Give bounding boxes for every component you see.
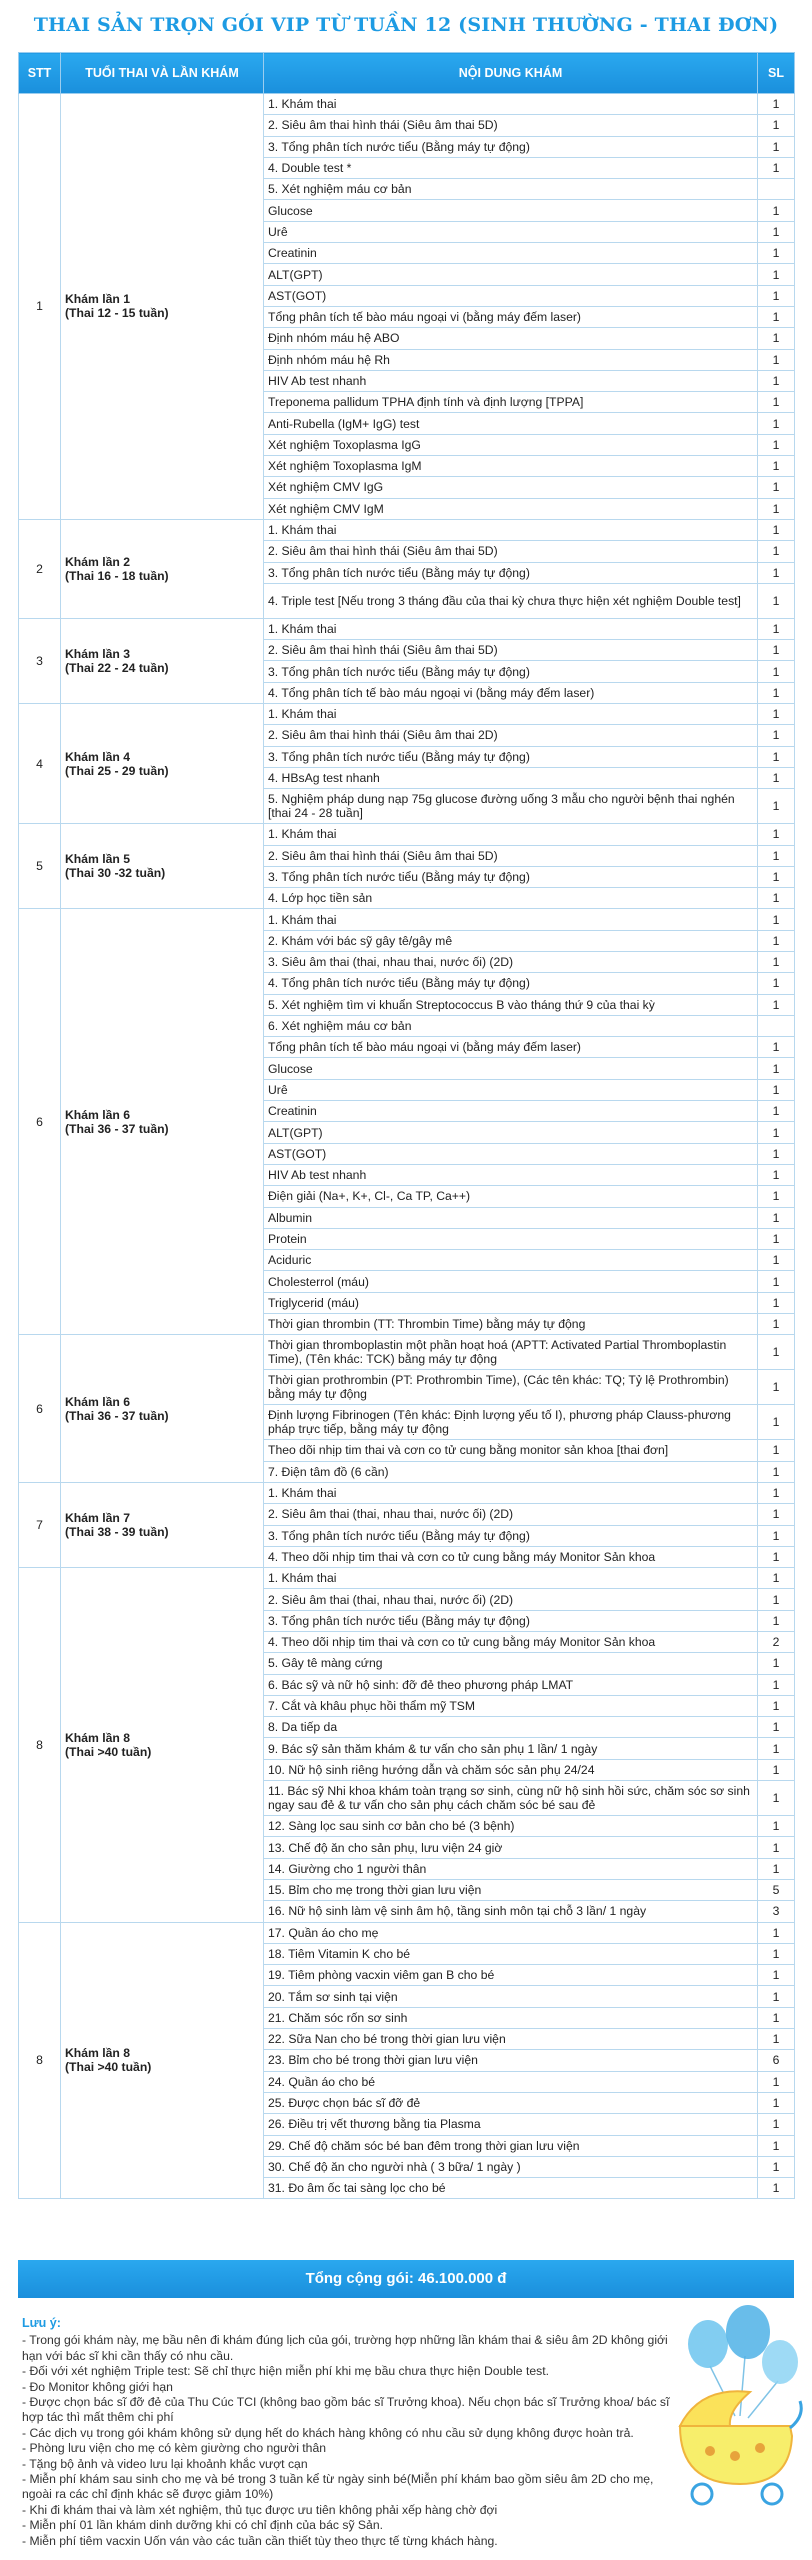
exam-item: 29. Chế độ chăm sóc bé ban đêm trong thời gian lưu viện: [264, 2135, 758, 2156]
exam-item: 5. Xét nghiệm máu cơ bản: [264, 179, 758, 200]
exam-qty: 1: [758, 640, 795, 661]
notes-label: Lưu ý:: [22, 2316, 61, 2330]
exam-item: 18. Tiêm Vitamin K cho bé: [264, 1943, 758, 1964]
stt-cell: 6: [19, 1335, 61, 1483]
visit-cell: [61, 1335, 264, 1483]
exam-item: 23. Bỉm cho bé trong thời gian lưu viện: [264, 2050, 758, 2071]
exam-item: 26. Điều trị vết thương bằng tia Plasma: [264, 2114, 758, 2135]
exam-qty: 1: [758, 1858, 795, 1879]
exam-qty: 1: [758, 1058, 795, 1079]
exam-item: Aciduric: [264, 1250, 758, 1271]
exam-qty: 1: [758, 477, 795, 498]
exam-item: Glucose: [264, 200, 758, 221]
table-row: [19, 704, 795, 725]
exam-qty: 1: [758, 704, 795, 725]
exam-qty: 1: [758, 1370, 795, 1405]
table-header-row: [19, 53, 795, 94]
exam-item: Albumin: [264, 1207, 758, 1228]
visit-weeks: (Thai 25 - 29 tuần): [65, 763, 169, 778]
exam-qty: 1: [758, 1228, 795, 1249]
exam-qty: 1: [758, 1440, 795, 1461]
exam-item: 13. Chế độ ăn cho sản phụ, lưu viện 24 giờ: [264, 1837, 758, 1858]
exam-item: Thời gian thrombin (TT: Thrombin Time) bằng máy tự động: [264, 1314, 758, 1335]
note-item: - Đo Monitor không giới hạn: [22, 2379, 173, 2394]
exam-qty: 5: [758, 1879, 795, 1900]
exam-qty: 1: [758, 2135, 795, 2156]
exam-item: 7. Điện tâm đồ (6 cần): [264, 1461, 758, 1482]
stt-cell: 1: [19, 94, 61, 520]
exam-qty: 1: [758, 746, 795, 767]
exam-qty: 1: [758, 243, 795, 264]
exam-qty: 1: [758, 1653, 795, 1674]
exam-qty: 1: [758, 767, 795, 788]
exam-qty: 1: [758, 519, 795, 540]
exam-item: 1. Khám thai: [264, 519, 758, 540]
exam-item: Urê: [264, 1079, 758, 1100]
stt-cell: 7: [19, 1482, 61, 1567]
stt-cell: 2: [19, 519, 61, 618]
exam-qty: 1: [758, 1589, 795, 1610]
exam-qty: 1: [758, 1986, 795, 2007]
exam-qty: 1: [758, 973, 795, 994]
exam-qty: 1: [758, 413, 795, 434]
exam-item: 3. Tổng phân tích nước tiểu (Bằng máy tự động): [264, 866, 758, 887]
exam-qty: 1: [758, 951, 795, 972]
note-item: - Tặng bộ ảnh và video lưu lại khoảnh khắc vượt cạn: [22, 2456, 308, 2471]
visit-cell: [61, 618, 264, 703]
exam-item: 6. Xét nghiệm máu cơ bản: [264, 1015, 758, 1036]
exam-item: 1. Khám thai: [264, 1482, 758, 1503]
exam-qty: 1: [758, 1922, 795, 1943]
visit-label: Khám lần 1: [65, 292, 131, 307]
notes-section: [22, 2316, 672, 2549]
visit-weeks: (Thai >40 tuần): [65, 1744, 152, 1759]
exam-qty: 1: [758, 888, 795, 909]
exam-item: 2. Siêu âm thai (thai, nhau thai, nước ối) (2D): [264, 1504, 758, 1525]
exam-item: Định lượng Fibrinogen (Tên khác: Định lượng yếu tố I), phương pháp Clauss-phương pháp trực tiếp, bằng máy tự động: [264, 1405, 758, 1440]
exam-qty: 1: [758, 1122, 795, 1143]
exam-qty: 1: [758, 1079, 795, 1100]
exam-item: 16. Nữ hộ sinh làm vệ sinh âm hộ, tầng sinh môn tại chỗ 3 lần/ 1 ngày: [264, 1901, 758, 1922]
exam-item: 30. Chế độ ăn cho người nhà ( 3 bữa/ 1 ngày ): [264, 2156, 758, 2177]
exam-qty: 1: [758, 392, 795, 413]
exam-item: Định nhóm máu hệ Rh: [264, 349, 758, 370]
exam-qty: 1: [758, 221, 795, 242]
exam-qty: 1: [758, 2178, 795, 2199]
exam-qty: 1: [758, 824, 795, 845]
visit-label: Khám lần 4: [65, 749, 131, 764]
stt-cell: 6: [19, 909, 61, 1335]
visit-weeks: (Thai 36 - 37 tuần): [65, 1408, 169, 1423]
exam-item: 4. Tổng phân tích tế bào máu ngoại vi (bằng máy đếm laser): [264, 682, 758, 703]
visit-weeks: (Thai 30 -32 tuần): [65, 866, 166, 881]
exam-qty: 1: [758, 1717, 795, 1738]
visit-cell: [61, 519, 264, 618]
exam-item: AST(GOT): [264, 285, 758, 306]
exam-item: Tổng phân tích tế bào máu ngoại vi (bằng máy đếm laser): [264, 306, 758, 327]
note-item: - Các dịch vụ trong gói khám không sử dụng hết do khách hàng không có nhu cầu sử dụng không được hoàn trả.: [22, 2425, 634, 2440]
visit-label: Khám lần 3: [65, 646, 131, 661]
exam-item: 4. Lớp học tiền sản: [264, 888, 758, 909]
exam-qty: 1: [758, 2156, 795, 2177]
visit-weeks: (Thai 36 - 37 tuần): [65, 1121, 169, 1136]
exam-qty: 1: [758, 1965, 795, 1986]
exam-item: ALT(GPT): [264, 264, 758, 285]
exam-item: 1. Khám thai: [264, 618, 758, 639]
exam-item: 3. Tổng phân tích nước tiểu (Bằng máy tự động): [264, 1610, 758, 1631]
exam-qty: 1: [758, 1525, 795, 1546]
exam-item: Cholesterrol (máu): [264, 1271, 758, 1292]
table-row: [19, 1568, 795, 1589]
exam-item: 3. Tổng phân tích nước tiểu (Bằng máy tự động): [264, 746, 758, 767]
exam-qty: 1: [758, 1164, 795, 1185]
exam-qty: 1: [758, 1482, 795, 1503]
exam-qty: 2: [758, 1632, 795, 1653]
exam-item: 2. Siêu âm thai hình thái (Siêu âm thai 5D): [264, 115, 758, 136]
visit-weeks: (Thai 16 - 18 tuần): [65, 568, 169, 583]
note-item: - Trong gói khám này, mẹ bầu nên đi khám đúng lịch của gói, trường hợp những lần khám thai & siêu âm 2D không giới hạn với bác sĩ khi cần thấy có nhu cầu.: [22, 2333, 668, 2363]
exam-item: 6. Bác sỹ và nữ hộ sinh: đỡ đẻ theo phương pháp LMAT: [264, 1674, 758, 1695]
table-row: [19, 519, 795, 540]
exam-item: 3. Tổng phân tích nước tiểu (Bằng máy tự động): [264, 661, 758, 682]
exam-qty: 1: [758, 1335, 795, 1370]
note-item: - Miễn phí khám sau sinh cho mẹ và bé trong 3 tuần kể từ ngày sinh bé(Miễn phí khám bao gồm siêu âm 2D cho mẹ, ngoài ra các chỉ định khác sẽ được giảm 10%): [22, 2472, 654, 2502]
visit-label: Khám lần 2: [65, 554, 131, 569]
exam-item: 5. Nghiệm pháp dung nạp 75g glucose đường uống 3 mẫu cho người bệnh thai nghén [thai 24 - 28 tuần]: [264, 789, 758, 824]
exam-qty: 3: [758, 1901, 795, 1922]
notes-list: [22, 2333, 672, 2549]
exam-item: 24. Quần áo cho bé: [264, 2071, 758, 2092]
exam-item: 2. Siêu âm thai hình thái (Siêu âm thai 5D): [264, 640, 758, 661]
exam-qty: 1: [758, 264, 795, 285]
exam-qty: 1: [758, 200, 795, 221]
exam-qty: 1: [758, 1143, 795, 1164]
visit-weeks: (Thai >40 tuần): [65, 2060, 152, 2075]
note-item: - Miễn phí tiêm vacxin Uốn ván vào các tuần cần thiết tùy theo thực tế từng khách hàng.: [22, 2533, 498, 2548]
exam-item: 12. Sàng lọc sau sinh cơ bản cho bé (3 bệnh): [264, 1816, 758, 1837]
exam-qty: 1: [758, 1186, 795, 1207]
exam-item: Định nhóm máu hệ ABO: [264, 328, 758, 349]
visit-weeks: (Thai 22 - 24 tuần): [65, 660, 169, 675]
table-body: [19, 94, 795, 2199]
exam-qty: 1: [758, 434, 795, 455]
exam-qty: 1: [758, 1759, 795, 1780]
exam-item: 3. Tổng phân tích nước tiểu (Bằng máy tự động): [264, 562, 758, 583]
exam-item: 10. Nữ hộ sinh riêng hướng dẫn và chăm sóc sản phụ 24/24: [264, 1759, 758, 1780]
exam-item: Protein: [264, 1228, 758, 1249]
exam-qty: 1: [758, 1568, 795, 1589]
exam-item: 9. Bác sỹ sản thăm khám & tư vấn cho sản phụ 1 lần/ 1 ngày: [264, 1738, 758, 1759]
exam-qty: 1: [758, 115, 795, 136]
exam-qty: 1: [758, 930, 795, 951]
exam-item: 14. Giường cho 1 người thân: [264, 1858, 758, 1879]
exam-qty: 1: [758, 370, 795, 391]
exam-item: Glucose: [264, 1058, 758, 1079]
exam-item: Xét nghiệm CMV IgM: [264, 498, 758, 519]
exam-item: HIV Ab test nhanh: [264, 370, 758, 391]
exam-item: 2. Khám với bác sỹ gây tê/gây mê: [264, 930, 758, 951]
stt-cell: 3: [19, 618, 61, 703]
exam-qty: 1: [758, 498, 795, 519]
exam-item: 17. Quần áo cho mẹ: [264, 1922, 758, 1943]
exam-qty: [758, 1015, 795, 1036]
exam-item: Theo dõi nhịp tim thai và cơn co tử cung bằng monitor sản khoa [thai đơn]: [264, 1440, 758, 1461]
note-item: - Đối với xét nghiệm Triple test: Sẽ chỉ thực hiện miễn phí khi mẹ bầu chưa thực hiện Double test.: [22, 2364, 549, 2379]
exam-item: 22. Sữa Nan cho bé trong thời gian lưu viện: [264, 2029, 758, 2050]
visit-label: Khám lần 8: [65, 1730, 131, 1745]
header-content: NỘI DUNG KHÁM: [264, 53, 758, 94]
exam-qty: 1: [758, 1816, 795, 1837]
exam-qty: 1: [758, 1405, 795, 1440]
exam-qty: 1: [758, 1674, 795, 1695]
table-row: [19, 824, 795, 845]
exam-qty: 1: [758, 682, 795, 703]
exam-item: 5. Xét nghiệm tìm vi khuẩn Streptococcus B vào tháng thứ 9 của thai kỳ: [264, 994, 758, 1015]
exam-item: 15. Bỉm cho mẹ trong thời gian lưu viện: [264, 1879, 758, 1900]
table-row: [19, 618, 795, 639]
exam-item: 3. Tổng phân tích nước tiểu (Bằng máy tự động): [264, 1525, 758, 1546]
exam-qty: 1: [758, 562, 795, 583]
exam-item: Creatinin: [264, 243, 758, 264]
visit-weeks: (Thai 12 - 15 tuần): [65, 306, 169, 321]
exam-item: AST(GOT): [264, 1143, 758, 1164]
exam-qty: 1: [758, 1781, 795, 1816]
exam-qty: 1: [758, 306, 795, 327]
exam-qty: 1: [758, 1292, 795, 1313]
exam-item: 11. Bác sỹ Nhi khoa khám toàn trạng sơ sinh, cùng nữ hộ sinh hồi sức, chăm sóc sơ sinh ngay sau đẻ & tư vấn cho sản phụ cách chăm sóc bé sau đẻ: [264, 1781, 758, 1816]
exam-qty: 6: [758, 2050, 795, 2071]
exam-qty: 1: [758, 2007, 795, 2028]
exam-item: 4. Double test *: [264, 157, 758, 178]
exam-qty: 1: [758, 94, 795, 115]
exam-item: 2. Siêu âm thai hình thái (Siêu âm thai 5D): [264, 845, 758, 866]
stt-cell: 8: [19, 1568, 61, 1922]
visit-label: Khám lần 7: [65, 1511, 131, 1526]
visit-label: Khám lần 6: [65, 1107, 131, 1122]
exam-item: 21. Chăm sóc rốn sơ sinh: [264, 2007, 758, 2028]
note-item: - Miễn phí 01 lần khám dinh dưỡng khi có chỉ định của bác sỹ Sản.: [22, 2518, 383, 2533]
exam-qty: 1: [758, 349, 795, 370]
visit-cell: [61, 1482, 264, 1567]
exam-qty: 1: [758, 1504, 795, 1525]
visit-label: Khám lần 5: [65, 852, 131, 867]
total-price-bar: Tổng cộng gói: 46.100.000 đ: [18, 2260, 794, 2298]
visit-weeks: (Thai 38 - 39 tuần): [65, 1525, 169, 1540]
exam-qty: 1: [758, 845, 795, 866]
exam-qty: 1: [758, 328, 795, 349]
header-stt: STT: [19, 53, 61, 94]
exam-item: Urê: [264, 221, 758, 242]
table-row: [19, 1335, 795, 1370]
exam-item: 19. Tiêm phòng vacxin viêm gan B cho bé: [264, 1965, 758, 1986]
exam-qty: 1: [758, 2029, 795, 2050]
exam-item: Tổng phân tích tế bào máu ngoại vi (bằng máy đếm laser): [264, 1037, 758, 1058]
exam-item: 2. Siêu âm thai hình thái (Siêu âm thai 2D): [264, 725, 758, 746]
exam-item: 4. Theo dõi nhịp tim thai và cơn co tử cung bằng máy Monitor Sản khoa: [264, 1546, 758, 1567]
exam-qty: 1: [758, 1101, 795, 1122]
visit-label: Khám lần 8: [65, 2046, 131, 2061]
exam-qty: 1: [758, 1207, 795, 1228]
exam-item: Triglycerid (máu): [264, 1292, 758, 1313]
visit-cell: [61, 824, 264, 909]
exam-item: 31. Đo âm ốc tai sàng lọc cho bé: [264, 2178, 758, 2199]
exam-qty: 1: [758, 1461, 795, 1482]
exam-qty: 1: [758, 618, 795, 639]
exam-qty: 1: [758, 2114, 795, 2135]
exam-qty: 1: [758, 789, 795, 824]
exam-item: 3. Siêu âm thai (thai, nhau thai, nước ối) (2D): [264, 951, 758, 972]
stt-cell: 8: [19, 1922, 61, 2199]
exam-qty: 1: [758, 1250, 795, 1271]
note-item: - Phòng lưu viện cho mẹ có kèm giường cho người thân: [22, 2441, 327, 2456]
exam-qty: 1: [758, 1695, 795, 1716]
exam-qty: 1: [758, 909, 795, 930]
exam-qty: 1: [758, 1037, 795, 1058]
exam-qty: 1: [758, 866, 795, 887]
exam-item: 8. Da tiếp da: [264, 1717, 758, 1738]
exam-item: HIV Ab test nhanh: [264, 1164, 758, 1185]
exam-qty: 1: [758, 1546, 795, 1567]
exam-item: Thời gian prothrombin (PT: Prothrombin Time), (Các tên khác: TQ; Tỷ lệ Prothrombin) bằng máy tự động: [264, 1370, 758, 1405]
exam-qty: 1: [758, 2071, 795, 2092]
stt-cell: 4: [19, 704, 61, 824]
exam-item: 2. Siêu âm thai hình thái (Siêu âm thai 5D): [264, 541, 758, 562]
package-table: [18, 52, 795, 2199]
exam-qty: [758, 179, 795, 200]
exam-qty: 1: [758, 994, 795, 1015]
exam-item: Anti-Rubella (IgM+ IgG) test: [264, 413, 758, 434]
exam-item: Điện giải (Na+, K+, Cl-, Ca TP, Ca++): [264, 1186, 758, 1207]
exam-qty: 1: [758, 1610, 795, 1631]
exam-item: 2. Siêu âm thai (thai, nhau thai, nước ối) (2D): [264, 1589, 758, 1610]
visit-label: Khám lần 6: [65, 1394, 131, 1409]
header-visit: TUỔI THAI VÀ LẦN KHÁM: [61, 53, 264, 94]
exam-item: Treponema pallidum TPHA định tính và định lượng [TPPA]: [264, 392, 758, 413]
exam-item: 3. Tổng phân tích nước tiểu (Bằng máy tự động): [264, 136, 758, 157]
table-row: [19, 1922, 795, 1943]
exam-qty: 1: [758, 1314, 795, 1335]
exam-item: 4. Theo dõi nhịp tim thai và cơn co tử cung bằng máy Monitor Sản khoa: [264, 1632, 758, 1653]
exam-item: Xét nghiệm Toxoplasma IgM: [264, 456, 758, 477]
exam-item: 25. Được chọn bác sĩ đỡ đẻ: [264, 2092, 758, 2113]
note-item: - Khi đi khám thai và làm xét nghiệm, thủ tục được ưu tiên không phải xếp hàng chờ đợi: [22, 2502, 498, 2517]
exam-item: Xét nghiệm Toxoplasma IgG: [264, 434, 758, 455]
exam-item: Creatinin: [264, 1101, 758, 1122]
visit-cell: [61, 704, 264, 824]
exam-item: 7. Cắt và khâu phục hồi thẩm mỹ TSM: [264, 1695, 758, 1716]
visit-cell: [61, 1922, 264, 2199]
exam-qty: 1: [758, 157, 795, 178]
page-title: THAI SẢN TRỌN GÓI VIP TỪ TUẦN 12 (SINH THƯỜNG - THAI ĐƠN): [33, 14, 779, 36]
exam-qty: 1: [758, 1738, 795, 1759]
exam-qty: 1: [758, 583, 795, 618]
visit-cell: [61, 1568, 264, 1922]
stt-cell: 5: [19, 824, 61, 909]
note-item: - Được chọn bác sĩ đỡ đẻ của Thu Cúc TCI (không bao gồm bác sĩ Trưởng khoa). Nếu chọn bác sĩ Trưởng khoa/ bác sĩ hợp tác thì mất thêm chi phí: [22, 2395, 670, 2425]
exam-qty: 1: [758, 661, 795, 682]
exam-item: 1. Khám thai: [264, 909, 758, 930]
exam-item: Thời gian thromboplastin một phần hoạt hoá (APTT: Activated Partial Thromboplastin Time), (Tên khác: TCK) bằng máy tự động: [264, 1335, 758, 1370]
exam-qty: 1: [758, 725, 795, 746]
exam-qty: 1: [758, 2092, 795, 2113]
exam-qty: 1: [758, 456, 795, 477]
exam-item: Xét nghiệm CMV IgG: [264, 477, 758, 498]
exam-qty: 1: [758, 541, 795, 562]
visit-cell: [61, 909, 264, 1335]
exam-item: ALT(GPT): [264, 1122, 758, 1143]
exam-item: 1. Khám thai: [264, 94, 758, 115]
exam-qty: 1: [758, 136, 795, 157]
visit-cell: [61, 94, 264, 520]
exam-qty: 1: [758, 1943, 795, 1964]
table-row: [19, 909, 795, 930]
baby-carriage-balloons-illustration: [640, 2296, 810, 2506]
table-row: [19, 94, 795, 115]
exam-qty: 1: [758, 1837, 795, 1858]
exam-item: 1. Khám thai: [264, 704, 758, 725]
header-qty: SL: [758, 53, 795, 94]
exam-qty: 1: [758, 285, 795, 306]
exam-item: 20. Tắm sơ sinh tại viện: [264, 1986, 758, 2007]
exam-item: 5. Gây tê màng cứng: [264, 1653, 758, 1674]
exam-item: 1. Khám thai: [264, 824, 758, 845]
exam-qty: 1: [758, 1271, 795, 1292]
exam-item: 1. Khám thai: [264, 1568, 758, 1589]
table-row: [19, 1482, 795, 1503]
exam-item: 4. Triple test [Nếu trong 3 tháng đầu của thai kỳ chưa thực hiện xét nghiệm Double test]: [264, 583, 758, 618]
exam-item: 4. Tổng phân tích nước tiểu (Bằng máy tự động): [264, 973, 758, 994]
exam-item: 4. HBsAg test nhanh: [264, 767, 758, 788]
